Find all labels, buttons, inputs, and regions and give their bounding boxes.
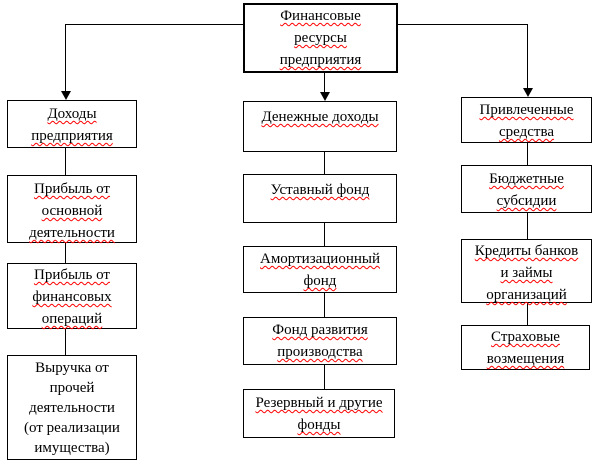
box-line: организаций (486, 287, 567, 303)
box-line: деятельности (29, 400, 115, 416)
box-line: имущества) (34, 440, 110, 456)
box-line: Резервный и другие (255, 395, 383, 411)
box-line: операций (41, 311, 103, 327)
arrowhead-down-icon (523, 88, 533, 97)
box-line: Уставный фонд (270, 182, 370, 198)
box-line: Денежные доходы (261, 109, 379, 125)
connector-root-to-left-horizontal (65, 24, 244, 25)
box-authorized-fund (243, 174, 397, 223)
connector-middle-4-5 (324, 365, 325, 389)
box-line: Финансовые (280, 8, 361, 24)
box-line: Доходы (47, 106, 97, 122)
box-enterprise-incomes (7, 100, 137, 148)
box-line: Кредиты банков (474, 243, 579, 259)
connector-right-2-3 (527, 213, 528, 239)
connector-root-to-left-vertical (65, 24, 66, 94)
box-financial-resources (243, 3, 398, 73)
box-line: прочей (49, 380, 95, 396)
box-line: ресурсы (294, 30, 347, 46)
box-line: Страховые (491, 329, 560, 345)
connector-middle-2-3 (324, 223, 325, 246)
box-line: Фонд развития (272, 322, 368, 338)
box-line: (от реализации (24, 420, 120, 436)
box-reserve-other-funds (243, 389, 395, 438)
box-revenue-other-activity (7, 355, 137, 460)
box-budget-subsidies (461, 165, 592, 213)
box-line: финансовых (32, 289, 112, 305)
box-line: фонд (303, 273, 337, 289)
arrowhead-down-icon (320, 92, 330, 101)
box-monetary-incomes (243, 101, 397, 152)
connector-left-1-2 (65, 148, 66, 175)
connector-right-1-2 (527, 143, 528, 165)
box-line: Привлеченные (479, 102, 574, 118)
box-profit-financial-operations (7, 263, 137, 329)
connector-middle-3-4 (324, 293, 325, 317)
box-line: основной (41, 203, 103, 219)
box-line: Амортизационный (259, 251, 380, 267)
box-line: предприятия (31, 128, 113, 144)
box-bank-credits-loans (461, 239, 592, 303)
box-line: предприятия (279, 52, 362, 68)
box-line: Выручка от (35, 360, 109, 376)
box-production-development-fund (243, 317, 397, 365)
connector-right-3-4 (527, 303, 528, 325)
box-attracted-funds (461, 97, 592, 143)
box-line: Прибыль от (33, 267, 110, 283)
connector-root-to-right-vertical (527, 24, 528, 90)
arrowhead-down-icon (61, 91, 71, 100)
box-line: возмещения (486, 351, 565, 367)
box-line: деятельности (29, 225, 115, 241)
box-line: и займы (500, 265, 553, 281)
connector-root-to-right-horizontal (397, 24, 528, 25)
box-profit-core-activity (7, 175, 137, 243)
box-line: производства (277, 344, 363, 360)
box-line: Прибыль от (33, 181, 110, 197)
box-insurance-compensations (461, 325, 590, 370)
connector-left-2-3 (65, 243, 66, 263)
connector-left-3-4 (65, 329, 66, 355)
box-line: Бюджетные (489, 171, 564, 187)
connector-middle-1-2 (324, 152, 325, 174)
box-line: субсидии (496, 193, 557, 209)
box-line: фонды (297, 417, 341, 433)
box-line: средства (498, 124, 554, 140)
box-amortization-fund (243, 246, 397, 293)
